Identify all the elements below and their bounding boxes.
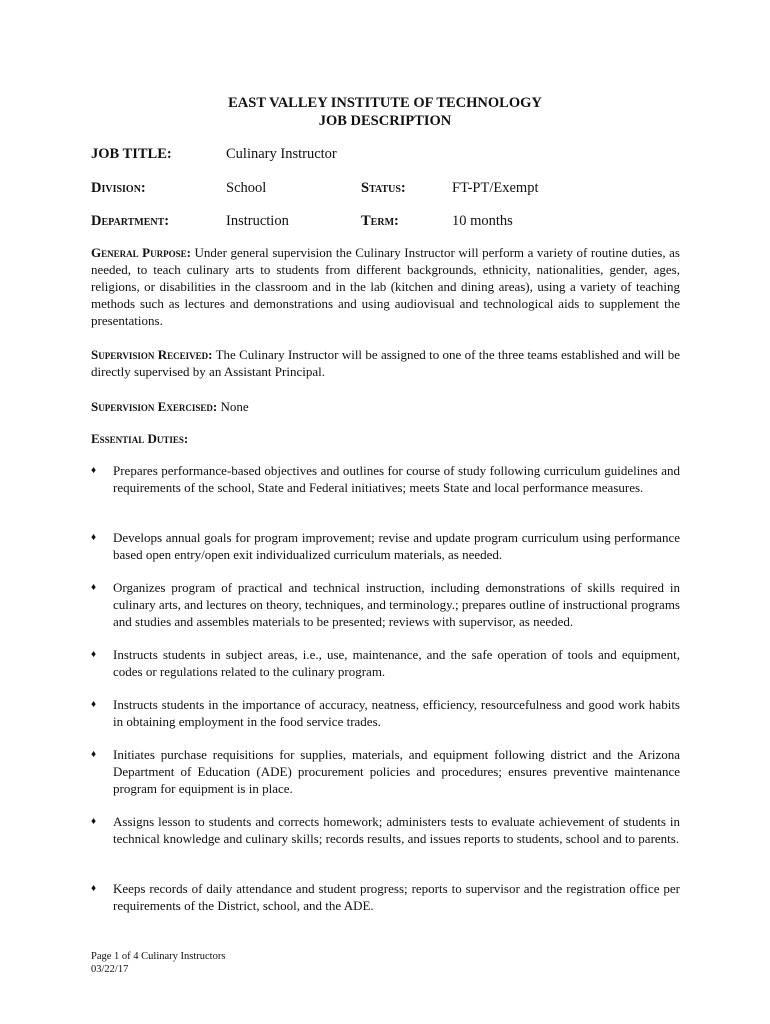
essential-duties-label: Essential Duties: bbox=[91, 431, 189, 446]
job-title-value: Culinary Instructor bbox=[226, 146, 337, 162]
department-label: Department: bbox=[91, 213, 170, 229]
general-purpose-text: Under general supervision the Culinary Instructor will perform a variety of routine duties, as needed, to teach culinary arts to students from different backgrounds, ethnicity, nationalities, gender, ages, religions, or disabilities in the classroom and in the lab (kitchen and dining areas), using a variety of teaching methods such as lectures and demonstrations and using audiovisual and technological aids to supplement the presentations. bbox=[91, 245, 680, 328]
duty-text: Instructs students in the importance of accuracy, neatness, efficiency, resourcefulness and good work habits in obtaining employment in the food service trades. bbox=[113, 697, 680, 729]
essential-duties-heading bbox=[91, 430, 680, 447]
supervision-received-text: The Culinary Instructor will be assigned to one of the three teams established and will be directly supervised by an Assistant Principal. bbox=[91, 347, 680, 379]
duty-text: Prepares performance-based objectives and outlines for course of study following curriculum guidelines and requirements of the school, State and Federal initiatives; meets State and local performance measures. bbox=[113, 463, 680, 495]
status-label: Status: bbox=[361, 180, 406, 196]
diamond-bullet-icon: ♦ bbox=[91, 582, 97, 593]
term-label: Term: bbox=[361, 213, 399, 229]
footer-date: 03/22/17 bbox=[91, 964, 129, 975]
diamond-bullet-icon: ♦ bbox=[91, 465, 97, 476]
diamond-bullet-icon: ♦ bbox=[91, 816, 97, 827]
org-title: EAST VALLEY INSTITUTE OF TECHNOLOGY bbox=[228, 95, 542, 111]
diamond-bullet-icon: ♦ bbox=[91, 749, 97, 760]
duty-text: Initiates purchase requisitions for supplies, materials, and equipment following district and the Arizona Department of Education (ADE) procurement policies and procedures; ensures preventive maintenance program for equipment is in place. bbox=[113, 747, 680, 796]
general-purpose-section bbox=[91, 244, 680, 329]
footer-page-info: Page 1 of 4 Culinary Instructors bbox=[91, 951, 226, 962]
duty-text: Organizes program of practical and technical instruction, including demonstrations of skills required in culinary arts, and lectures on theory, techniques, and terminology.; prepares outline of instructional programs and studies and assembles materials to be presented; reviews with supervisor, as needed. bbox=[113, 580, 680, 629]
division-value: School bbox=[226, 180, 267, 196]
supervision-exercised-label: Supervision Exercised: bbox=[91, 399, 218, 414]
doc-title: JOB DESCRIPTION bbox=[318, 113, 452, 129]
page-footer bbox=[91, 950, 225, 976]
supervision-exercised-section bbox=[91, 398, 680, 415]
term-value: 10 months bbox=[452, 213, 513, 229]
supervision-received-section bbox=[91, 346, 680, 380]
diamond-bullet-icon: ♦ bbox=[91, 649, 97, 660]
division-label: Division: bbox=[91, 180, 146, 196]
supervision-received-label: Supervision Received: bbox=[91, 347, 213, 362]
job-title-label: JOB TITLE: bbox=[91, 146, 172, 162]
duty-text: Instructs students in subject areas, i.e., use, maintenance, and the safe operation of tools and equipment, codes or regulations related to the culinary program. bbox=[113, 647, 680, 679]
general-purpose-label: General Purpose: bbox=[91, 245, 191, 260]
status-value: FT-PT/Exempt bbox=[452, 180, 539, 196]
duty-text: Develops annual goals for program improvement; revise and update program curriculum using performance based open entry/open exit individualized curriculum materials, as needed. bbox=[113, 530, 680, 562]
duty-text: Keeps records of daily attendance and student progress; reports to supervisor and the registration office per requirements of the District, school, and the ADE. bbox=[113, 881, 680, 913]
duty-text: Assigns lesson to students and corrects homework; administers tests to evaluate achievement of students in technical knowledge and culinary skills; records results, and issues reports to students, school and to parents. bbox=[113, 814, 680, 846]
diamond-bullet-icon: ♦ bbox=[91, 883, 97, 894]
diamond-bullet-icon: ♦ bbox=[91, 532, 97, 543]
diamond-bullet-icon: ♦ bbox=[91, 699, 97, 710]
supervision-exercised-text: None bbox=[217, 399, 249, 414]
department-value: Instruction bbox=[226, 213, 289, 229]
